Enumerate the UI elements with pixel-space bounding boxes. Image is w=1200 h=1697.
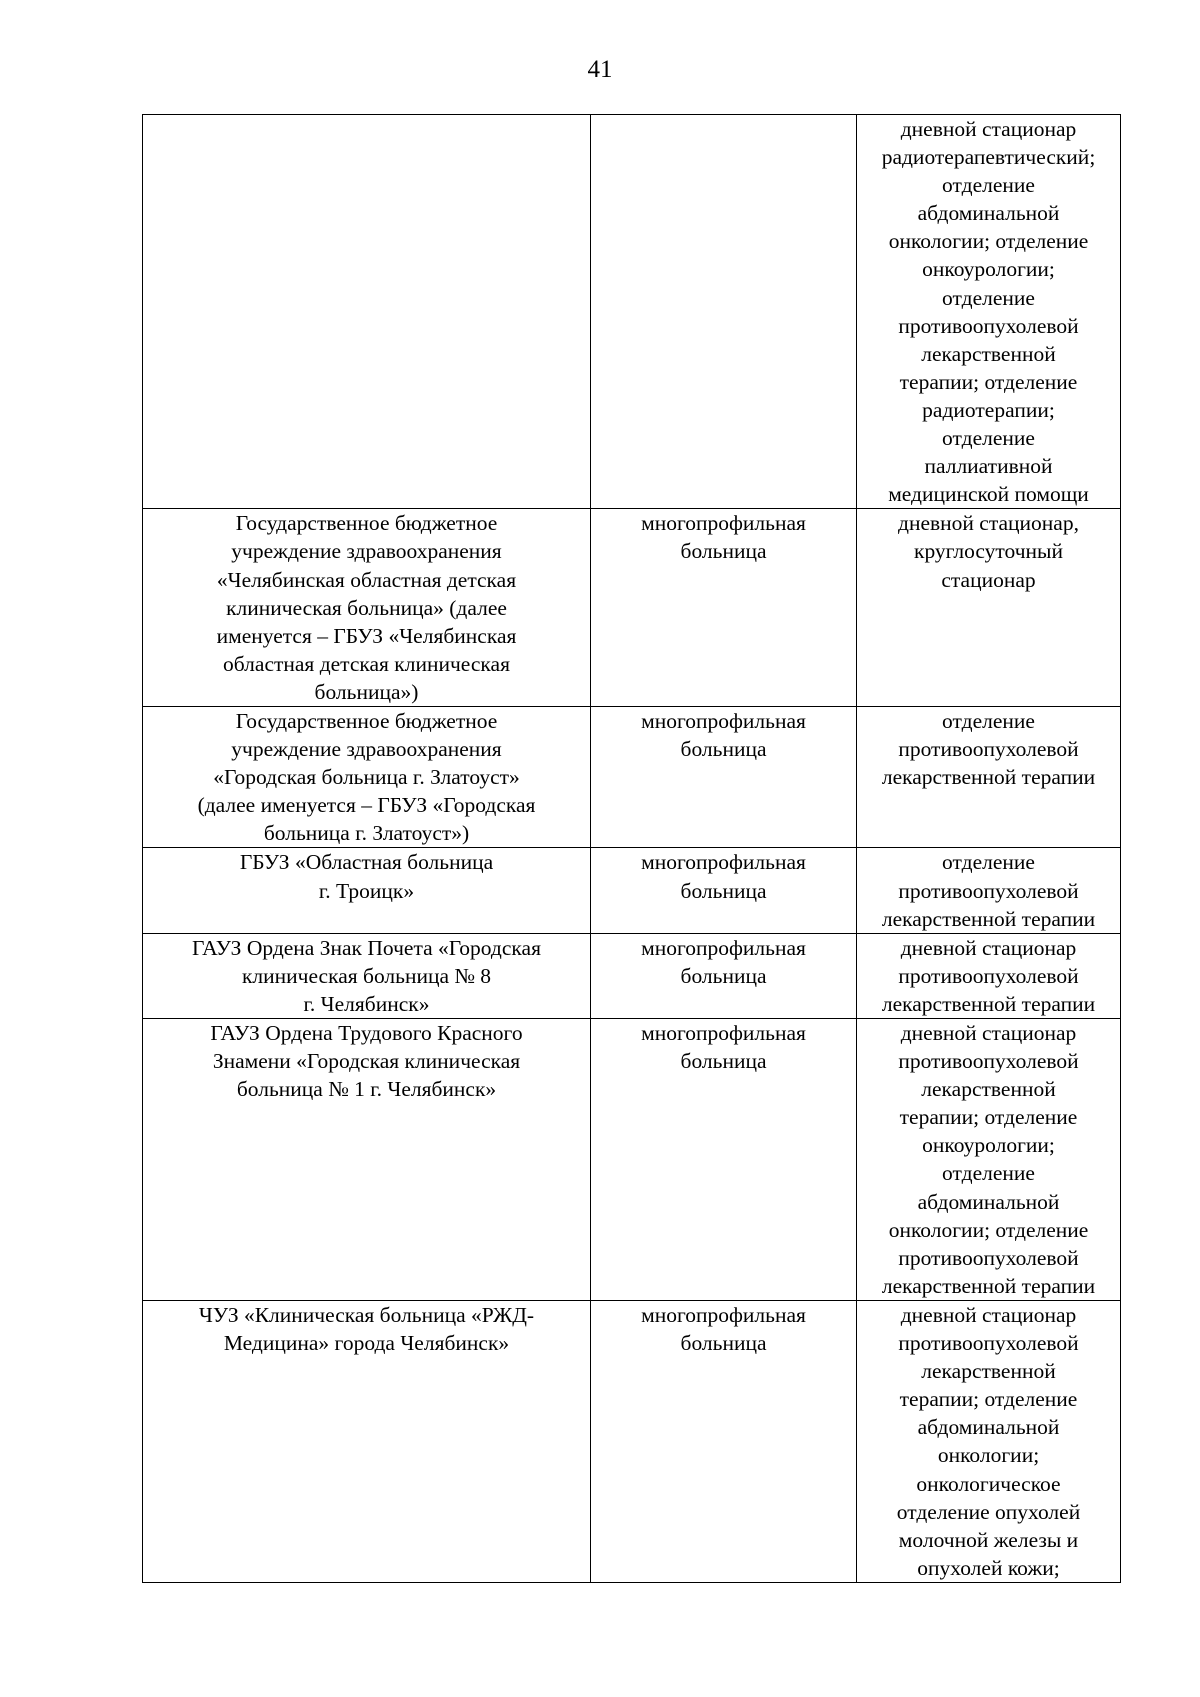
units-cell: дневной стационар радиотерапевтический; отделение абдоминальной онкологии; отделение онкоурологии; отделение противоопухолевой лекарственной терапии; отделение радиотерапии; отделение паллиативной медицинской помощи bbox=[857, 115, 1121, 509]
institution-cell: Государственное бюджетное учреждение здравоохранения «Городская больница г. Златоуст» (далее именуется – ГБУЗ «Городская больница г. Златоуст») bbox=[143, 706, 591, 847]
institution-cell: ГАУЗ Ордена Знак Почета «Городская клиническая больница № 8 г. Челябинск» bbox=[143, 933, 591, 1018]
units-cell: дневной стационар, круглосуточный стационар bbox=[857, 509, 1121, 707]
page-number: 41 bbox=[587, 56, 613, 83]
type-cell: многопрофильная больница bbox=[591, 848, 857, 933]
type-cell bbox=[591, 115, 857, 509]
table-row bbox=[143, 115, 1121, 509]
table-row bbox=[143, 706, 1121, 847]
table-row bbox=[143, 1300, 1121, 1582]
table-row bbox=[143, 848, 1121, 933]
type-cell: многопрофильная больница bbox=[591, 509, 857, 707]
units-cell: дневной стационар противоопухолевой лекарственной терапии; отделение абдоминальной онкологии; онкологическое отделение опухолей молочной железы и опухолей кожи; bbox=[857, 1300, 1121, 1582]
units-cell: отделение противоопухолевой лекарственной терапии bbox=[857, 706, 1121, 847]
units-cell: отделение противоопухолевой лекарственной терапии bbox=[857, 848, 1121, 933]
institution-cell: Государственное бюджетное учреждение здравоохранения «Челябинская областная детская клиническая больница» (далее именуется – ГБУЗ «Челябинская областная детская клиническая больница») bbox=[143, 509, 591, 707]
table-row bbox=[143, 509, 1121, 707]
type-cell: многопрофильная больница bbox=[591, 1019, 857, 1301]
type-cell: многопрофильная больница bbox=[591, 1300, 857, 1582]
institution-cell: ГБУЗ «Областная больница г. Троицк» bbox=[143, 848, 591, 933]
units-cell: дневной стационар противоопухолевой лекарственной терапии bbox=[857, 933, 1121, 1018]
units-cell: дневной стационар противоопухолевой лекарственной терапии; отделение онкоурологии; отделение абдоминальной онкологии; отделение противоопухолевой лекарственной терапии bbox=[857, 1019, 1121, 1301]
type-cell: многопрофильная больница bbox=[591, 933, 857, 1018]
table-row bbox=[143, 933, 1121, 1018]
institutions-table bbox=[142, 114, 1121, 1583]
type-cell: многопрофильная больница bbox=[591, 706, 857, 847]
institution-cell: ГАУЗ Ордена Трудового Красного Знамени «Городская клиническая больница № 1 г. Челябинск» bbox=[143, 1019, 591, 1301]
institution-cell bbox=[143, 115, 591, 509]
table-row bbox=[143, 1019, 1121, 1301]
institution-cell: ЧУЗ «Клиническая больница «РЖД- Медицина» города Челябинск» bbox=[143, 1300, 591, 1582]
